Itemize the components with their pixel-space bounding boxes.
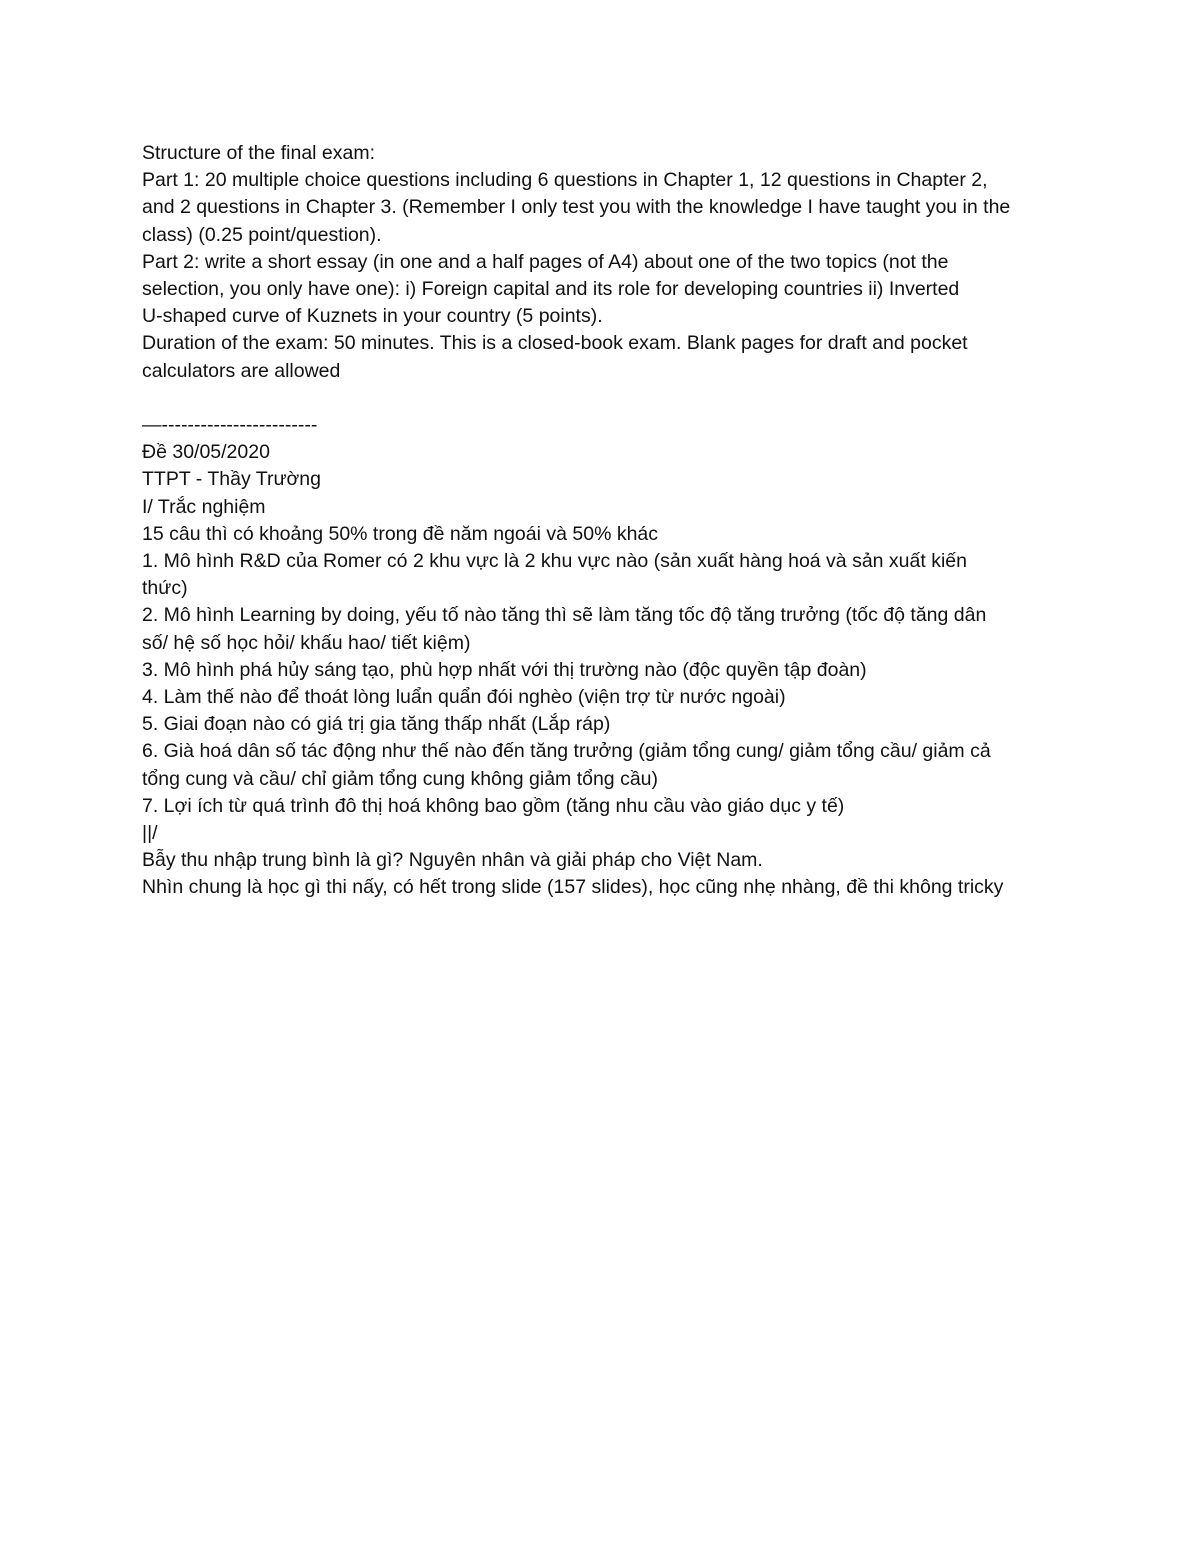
question-line: 1. Mô hình R&D của Romer có 2 khu vực là 2 khu vực nào (sản xuất hàng hoá và sản xuất kiến bbox=[142, 550, 967, 573]
essay-question: Bẫy thu nhập trung bình là gì? Nguyên nhân và giải pháp cho Việt Nam. bbox=[142, 849, 763, 872]
question-6 bbox=[142, 738, 1082, 792]
part2-line: Part 2: write a short essay (in one and a half pages of A4) about one of the two topics (not the bbox=[142, 250, 949, 273]
question-3: 3. Mô hình phá hủy sáng tạo, phù hợp nhất với thị trường nào (độc quyền tập đoàn) bbox=[142, 658, 867, 681]
part2-line: U-shaped curve of Kuznets in your country (5 points). bbox=[142, 305, 603, 328]
part1-paragraph bbox=[142, 167, 1082, 249]
part1-line: class) (0.25 point/question). bbox=[142, 223, 382, 246]
part1-line: Part 1: 20 multiple choice questions including 6 questions in Chapter 1, 12 questions in Chapter 2, bbox=[142, 169, 988, 192]
question-line: 6. Già hoá dân số tác động như thế nào đến tăng trưởng (giảm tổng cung/ giảm tổng cầu/ giảm cả bbox=[142, 740, 991, 763]
question-1 bbox=[142, 548, 1082, 602]
part2-line: selection, you only have one): i) Foreign capital and its role for developing countries ii) Inverted bbox=[142, 278, 960, 301]
question-line: thức) bbox=[142, 577, 188, 600]
question-line: số/ hệ số học hỏi/ khấu hao/ tiết kiệm) bbox=[142, 631, 471, 654]
question-2 bbox=[142, 602, 1082, 656]
summary-note: Nhìn chung là học gì thi nấy, có hết trong slide (157 slides), học cũng nhẹ nhàng, đề thi không tricky bbox=[142, 876, 1004, 899]
part1-line: and 2 questions in Chapter 3. (Remember I only test you with the knowledge I have taught you in the bbox=[142, 196, 1011, 219]
duration-line: Duration of the exam: 50 minutes. This is a closed-book exam. Blank pages for draft and pocket bbox=[142, 332, 968, 355]
structure-heading: Structure of the final exam: bbox=[142, 142, 376, 164]
section-essay-heading: ||/ bbox=[142, 822, 158, 845]
duration-line: calculators are allowed bbox=[142, 359, 341, 382]
question-line: 2. Mô hình Learning by doing, yếu tố nào tăng thì sẽ làm tăng tốc độ tăng trưởng (tốc độ tăng dân bbox=[142, 604, 987, 627]
blank-line bbox=[142, 385, 1082, 412]
exam-date: Đề 30/05/2020 bbox=[142, 441, 270, 464]
document-page bbox=[142, 140, 1082, 902]
question-line: tổng cung và cầu/ chỉ giảm tổng cung không giảm tổng cầu) bbox=[142, 767, 658, 790]
question-5: 5. Giai đoạn nào có giá trị gia tăng thấp nhất (Lắp ráp) bbox=[142, 713, 611, 736]
part2-paragraph bbox=[142, 249, 1082, 331]
exam-course: TTPT - Thầy Trường bbox=[142, 468, 321, 491]
duration-paragraph bbox=[142, 330, 1082, 384]
question-4: 4. Làm thế nào để thoát lòng luẩn quẩn đói nghèo (viện trợ từ nước ngoài) bbox=[142, 686, 786, 709]
section-intro: 15 câu thì có khoảng 50% trong đề năm ngoái và 50% khác bbox=[142, 522, 659, 545]
question-7: 7. Lợi ích từ quá trình đô thị hoá không bao gồm (tăng nhu cầu vào giáo dục y tế) bbox=[142, 794, 845, 817]
separator-line: —------------------------ bbox=[142, 414, 318, 437]
section-multiple-choice-heading: I/ Trắc nghiệm bbox=[142, 495, 266, 518]
